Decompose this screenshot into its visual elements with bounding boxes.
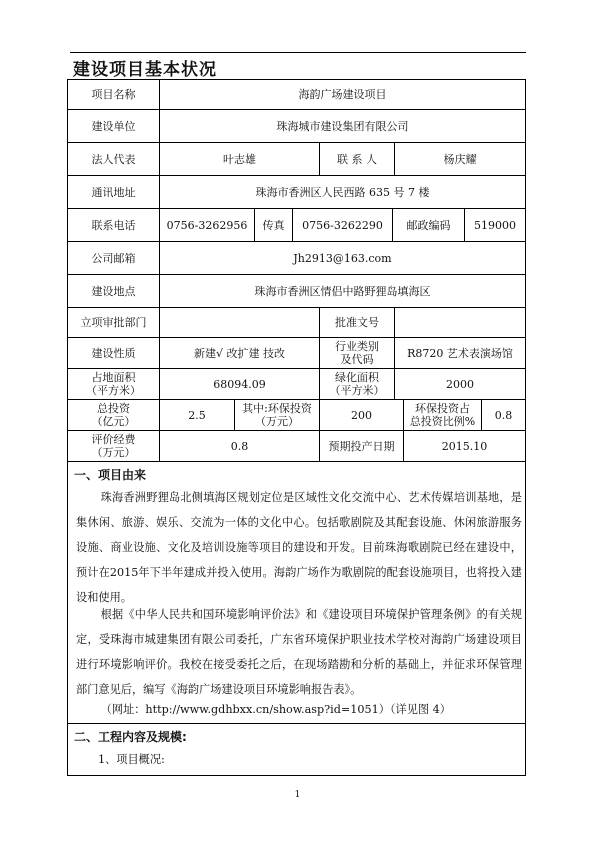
site-label: 建设地点 [68, 275, 160, 307]
address-value: 珠海市香洲区人民西路 635 号 7 楼 [255, 185, 430, 199]
email-value: Jh2913@163.com [293, 251, 392, 265]
table-row [68, 209, 525, 242]
table-row [68, 176, 525, 209]
industry-value: R8720 艺术表演场馆 [407, 346, 513, 360]
legal-rep-label: 法人代表 [68, 143, 160, 175]
project-name-label: 项目名称 [68, 80, 160, 109]
fax-value: 0756-3262290 [293, 209, 393, 241]
project-name-value: 海韵广场建设项目 [298, 88, 387, 101]
basic-info-form [67, 79, 526, 776]
postcode-value: 519000 [474, 218, 516, 232]
page-title: 建设项目基本状况 [73, 60, 217, 80]
env-ratio-value: 0.8 [494, 408, 513, 422]
address-label: 通讯地址 [68, 176, 160, 208]
table-row [68, 110, 525, 143]
prod-date-label: 预期投产日期 [320, 431, 404, 461]
green-label: 绿化面积 （平方米） [320, 369, 395, 399]
table-row [68, 338, 525, 369]
legal-rep-value: 叶志雄 [160, 143, 320, 175]
approval-no-value [395, 308, 525, 337]
table-row [68, 400, 525, 431]
paragraph: 根据《中华人民共和国环境影响评价法》和《建设项目环境保护管理条例》的有关规定，受珠海市城建集团有限公司委托，广东省环境保护职业技术学校对海韵广场建设项目进行环境影响评价。我校在接受委托之后，在现场踏勘和分析的基础上，并征求环保管理部门意见后，编写《海韵广场建设项目环境影响报告表》。 [76, 608, 522, 696]
env-ratio-label: 环保投资占 总投资比例% [404, 400, 482, 430]
paragraph: （网址：http://www.gdhbxx.cn/show.asp?id=1051）（详见图 4） [100, 703, 451, 716]
table-row [68, 308, 525, 338]
subsection-title: 1、项目概况: [98, 753, 165, 766]
section-body [76, 485, 522, 610]
page-number: 1 [294, 790, 301, 800]
approval-dept-label: 立项审批部门 [68, 308, 160, 337]
invest-value: 2.5 [160, 400, 235, 430]
env-invest-value: 200 [320, 400, 404, 430]
section-divider [68, 723, 525, 724]
nature-label: 建设性质 [68, 338, 160, 368]
table-row [68, 431, 525, 462]
builder-label: 建设单位 [68, 110, 160, 142]
invest-label: 总投资 （亿元） [68, 400, 160, 430]
prod-date-value: 2015.10 [441, 439, 488, 453]
table-row [68, 143, 525, 176]
contact-value: 杨庆耀 [443, 152, 477, 166]
contact-label: 联 系 人 [320, 143, 395, 175]
approval-no-label: 批准文号 [320, 308, 395, 337]
green-value: 2000 [446, 377, 474, 391]
area-label: 占地面积 （平方米） [68, 369, 160, 399]
phone-value: 0756-3262956 [160, 209, 255, 241]
postcode-label: 邮政编码 [393, 209, 465, 241]
approval-dept-value [160, 308, 320, 337]
table-row [68, 275, 525, 308]
table-row [68, 80, 525, 110]
eval-fee-label: 评价经费 （万元） [68, 431, 160, 461]
site-value: 珠海市香洲区情侣中路野狸岛填海区 [254, 284, 431, 298]
builder-value: 珠海城市建设集团有限公司 [276, 119, 409, 133]
fax-label: 传真 [255, 209, 293, 241]
env-invest-label: 其中:环保投资 （万元） [235, 400, 320, 430]
industry-label: 行业类别 及代码 [320, 338, 395, 368]
section-body [76, 602, 522, 702]
section-heading: 二、工程内容及规模: [74, 730, 187, 744]
paragraph: 珠海香洲野狸岛北侧填海区规划定位是区域性文化交流中心、艺术传媒培训基地，是集休闲、旅游、娱乐、交流为一体的文化中心。包括歌剧院及其配套设施、休闲旅游服务设施、商业设施、文化及培训设施等项目的建设和开发。目前珠海歌剧院已经在建设中，预计在2015年下半年建成并投入使用。海韵广场作为歌剧院的配套设施项目，也将投入建设和使用。 [76, 491, 522, 604]
table-row [68, 369, 525, 400]
nature-value: 新建√ 改扩建 技改 [160, 338, 320, 368]
section-heading: 一、项目由来 [74, 468, 147, 482]
section-body [76, 697, 522, 722]
header-rule [70, 52, 526, 53]
table-row [68, 242, 525, 275]
eval-fee-value: 0.8 [160, 431, 320, 461]
phone-label: 联系电话 [68, 209, 160, 241]
email-label: 公司邮箱 [68, 242, 160, 274]
area-value: 68094.09 [160, 369, 320, 399]
